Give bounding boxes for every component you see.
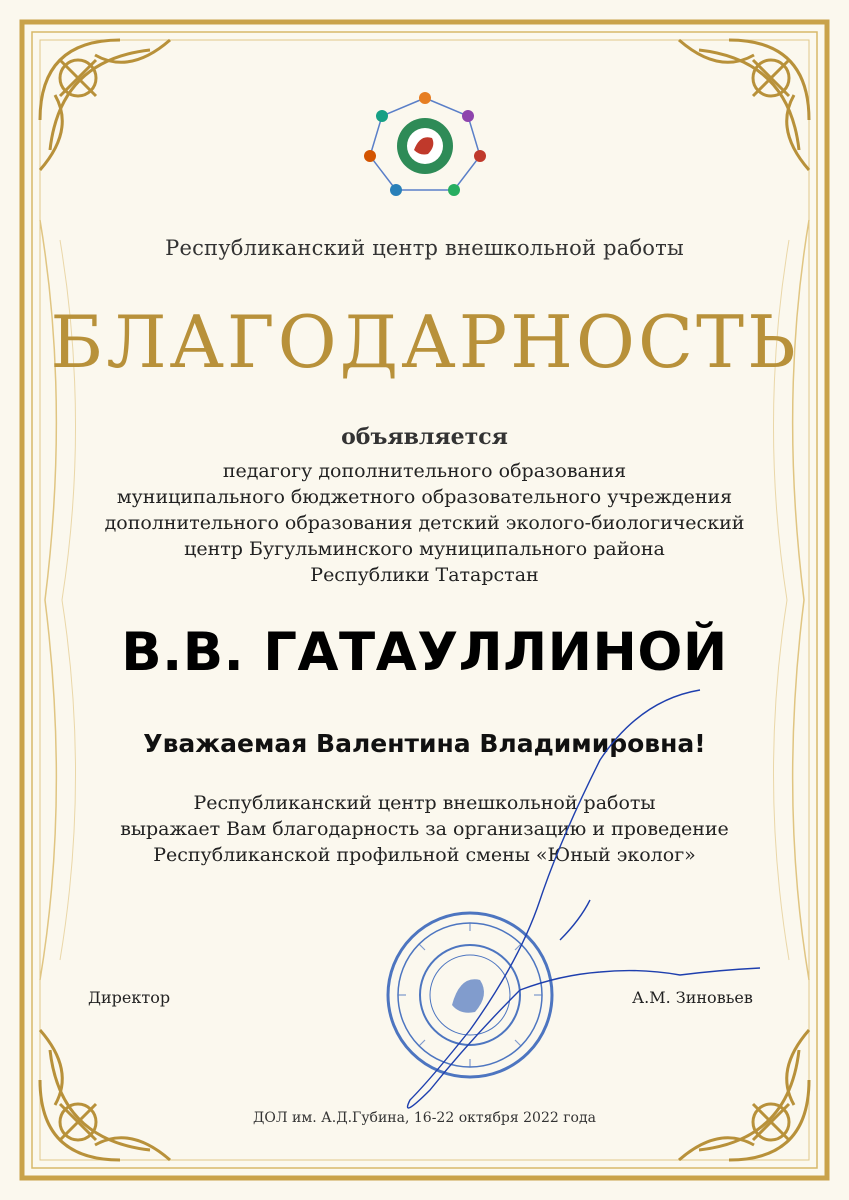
body-line: Республиканской профильной смены «Юный эколог» xyxy=(153,844,696,866)
body-line: выражает Вам благодарность за организацию и проведение xyxy=(120,818,729,840)
corner-ornament-bottom-left xyxy=(40,1030,170,1160)
recipient-name: В.В. ГАТАУЛЛИНОЙ xyxy=(121,622,728,683)
recipient-description-line: муниципального бюджетного образовательного учреждения xyxy=(116,486,733,508)
event-footer: ДОЛ им. А.Д.Губина, 16-22 октября 2022 года xyxy=(253,1110,596,1126)
greeting: Уважаемая Валентина Владимировна! xyxy=(143,729,706,758)
recipient-description xyxy=(0,458,849,588)
body-line: Республиканский центр внешкольной работы xyxy=(193,792,656,814)
body-text xyxy=(0,790,849,868)
recipient-description-line: Республики Татарстан xyxy=(310,564,539,586)
organization-logo xyxy=(362,90,488,202)
recipient-description-line: педагогу дополнительного образования xyxy=(222,460,627,482)
organization-header: Республиканский центр внешкольной работы xyxy=(165,236,684,260)
recipient-description-line: дополнительного образования детский эколого-биологический xyxy=(104,512,745,534)
corner-ornament-top-right xyxy=(679,40,809,170)
announced-label: объявляется xyxy=(341,424,508,450)
signatory-role: Директор xyxy=(88,988,171,1007)
corner-ornament-bottom-right xyxy=(679,1030,809,1160)
corner-ornament-top-left xyxy=(40,40,170,170)
recipient-description-line: центр Бугульминского муниципального района xyxy=(184,538,665,560)
certificate-title: БЛАГОДАРНОСТЬ xyxy=(50,300,799,384)
signatory-name: А.М. Зиновьев xyxy=(632,988,753,1007)
